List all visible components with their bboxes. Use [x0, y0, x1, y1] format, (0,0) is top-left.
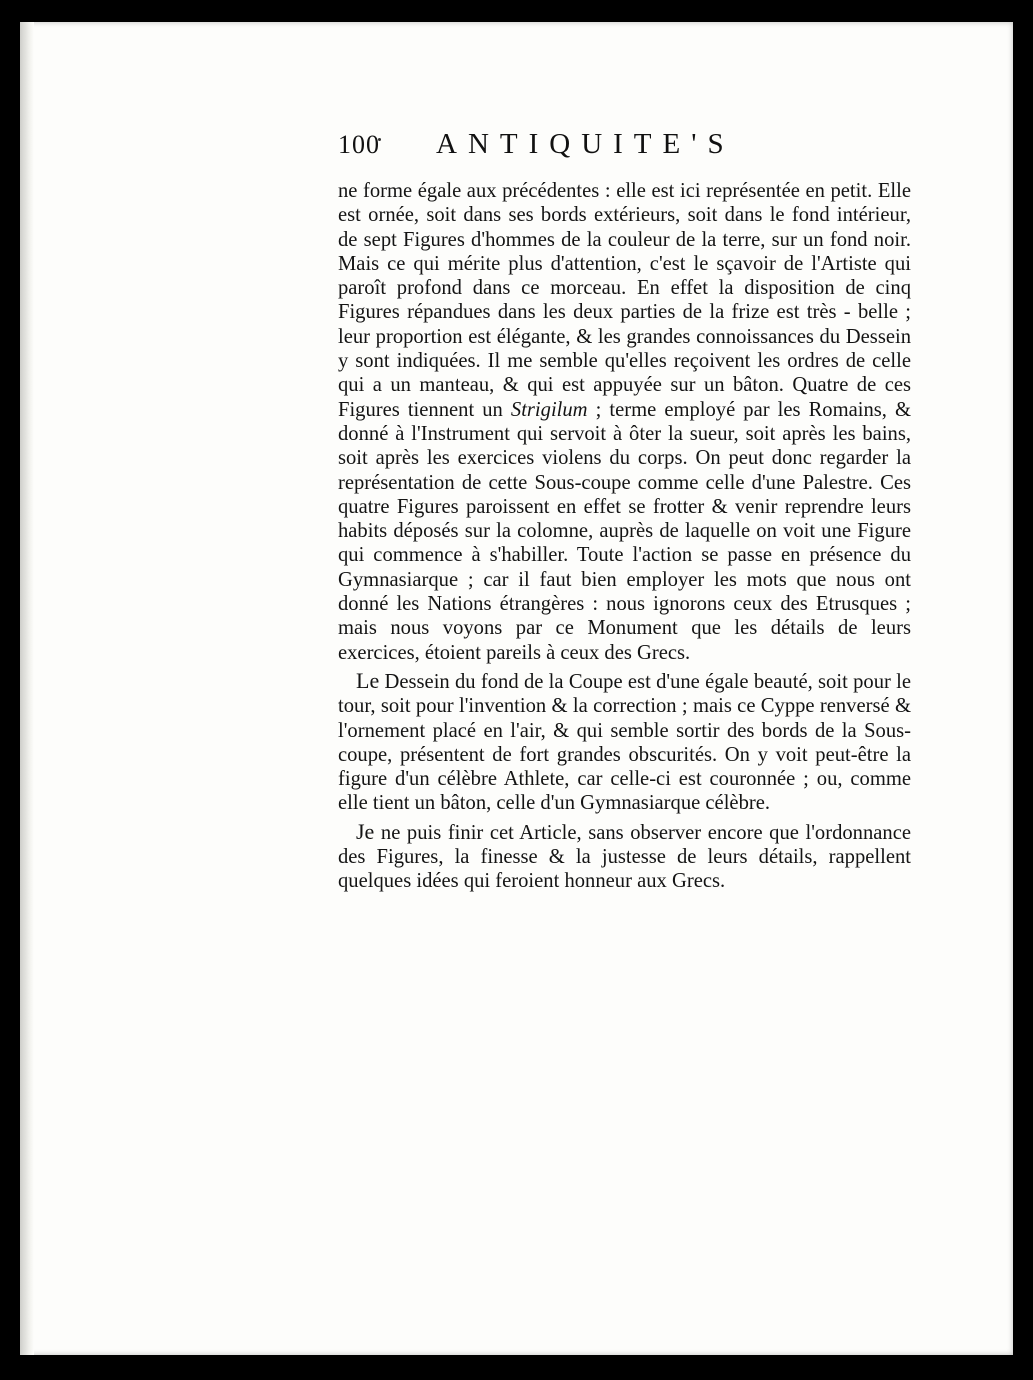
paragraph-3-lead: Je [356, 818, 375, 844]
body-text [338, 179, 911, 894]
paragraph-1 [338, 179, 911, 665]
paragraph-2 [338, 669, 911, 816]
page-number: 100 [338, 130, 380, 159]
page-header [338, 128, 913, 168]
running-title: ANTIQUITE'S [436, 128, 735, 160]
book-page [20, 22, 1013, 1355]
paragraph-1-text-a: ne forme égale aux précédentes : elle est ici représentée en petit. Elle est ornée, soit dans ses bords extérieurs, soit dans le fond intérieur, de sept Figures d'hommes de la couleur de la terre, sur un fond noir. Mais ce qui mérite plus d'attention, c'est le sçavoir de l'Artiste qui paroît profond dans ce morceau. En effet la disposition de cinq Figures répandues dans les deux parties de la frize est très - belle ; leur proportion est élégante, & les grandes connoissances du Dessein y sont indiquées. Il me semble qu'elles reçoivent les ordres de celle qui a un manteau, & qui est appuyée sur un bâton. Quatre de ces Figures tiennent un [338, 180, 911, 421]
paragraph-2-text: Dessein du fond de la Coupe est d'une égale beauté, soit pour le tour, soit pour l'invention & la correction ; mais ce Cyppe renversé & l'ornement placé en l'air, & qui semble sortir des bords de la Sous-coupe, présentent de fort grandes obscurités. On y voit peut-être la figure d'un célèbre Athlete, car celle-ci est couronnée ; ou, comme elle tient un bâton, celle d'un Gymnasiarque célèbre. [338, 670, 912, 815]
paragraph-2-lead: Le [356, 667, 380, 693]
paragraph-3 [338, 820, 911, 894]
paragraph-1-text-b: ; terme employé par les Romains, & donné à l'Instrument qui servoit à ôter la sueur, soit après les bains, soit après les exercices violens du corps. On peut donc regarder la représentation de cette Sous-coupe comme celle d'une Palestre. Ces quatre Figures paroissent en effet se frotter & venir reprendre leurs habits déposés sur la colomne, auprès de laquelle on voit une Figure qui commence à s'habiller. Toute l'action se passe en présence du Gymnasiarque ; car il faut bien employer les mots que nous ont donné les Nations étrangères : nous ignorons ceux des Etrusques ; mais nous voyons par ce Monument que les détails de leurs exercices, étoient pareils à ceux des Grecs. [338, 398, 912, 664]
paragraph-1-italic-term: Strigilum [510, 398, 588, 421]
page-edge-shadow [20, 22, 34, 1355]
paragraph-3-text: ne puis finir cet Article, sans observer encore que l'ordonnance des Figures, la finesse & la justesse de leurs détails, rappellent quelques idées qui feroient honneur aux Grecs. [338, 821, 911, 893]
